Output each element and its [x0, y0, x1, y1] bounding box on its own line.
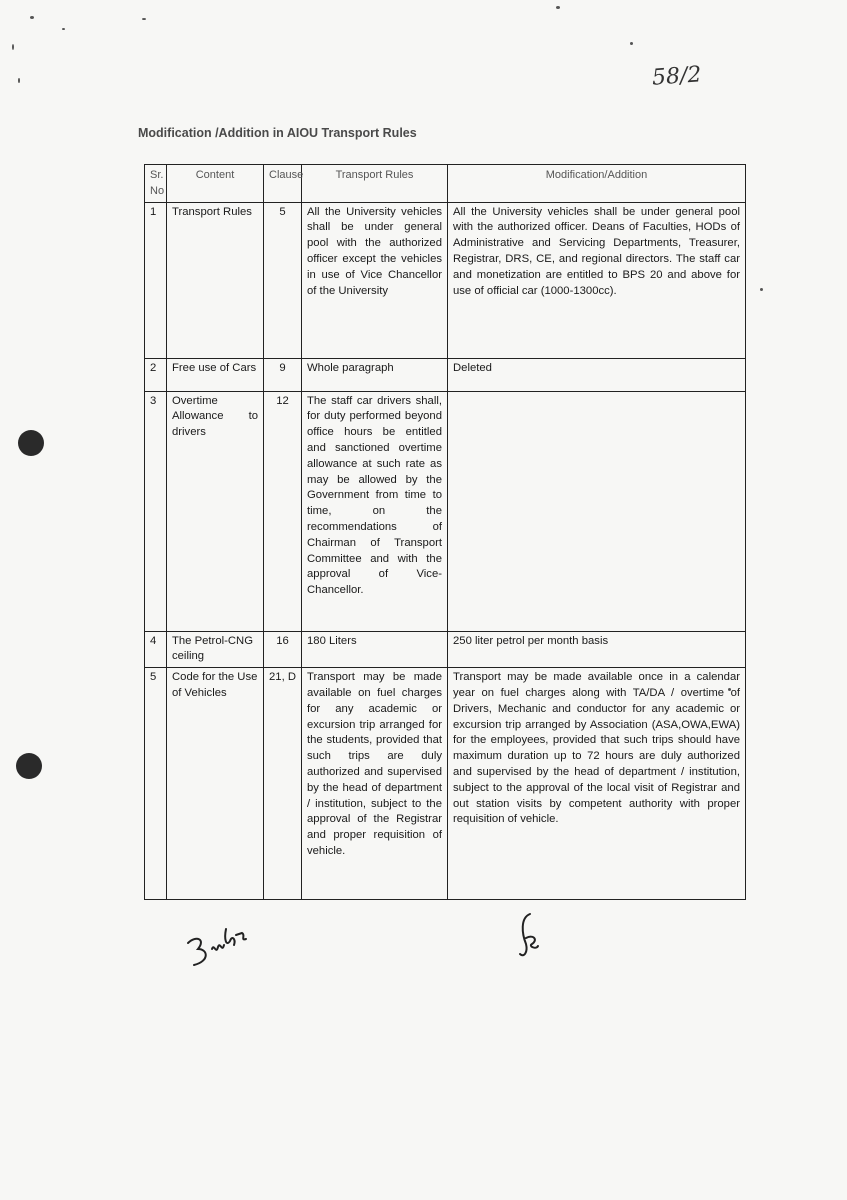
handwritten-signature-right — [508, 908, 558, 964]
row-transport-rule: 180 Liters — [302, 631, 448, 668]
row-transport-rule: Transport may be made available on fuel charges for any academic or excursion trip arranged for the students, provided that such trips are duly authorized and supervised by the head of department / institution, subject to the approval of the Registrar and proper requisition of vehicle. — [302, 668, 448, 900]
transport-rules-table — [144, 164, 746, 900]
row-clause: 21, D — [264, 668, 302, 900]
row-transport-rule: All the University vehicles shall be under general pool with the authorized officer except the vehicles in use of Vice Chancellor of the University — [302, 202, 448, 358]
row-modification: Transport may be made available once in a calendar year on fuel charges along with TA/DA / overtime of Drivers, Mechanic and conductor for any academic or excursion trip arranged by Association (ASA,OWA,EWA) for the employees, provided that such trips should have maximum duration up to 72 hours are duly authorized and supervised by the head of department / institution, subject to the approval of the local visit of Registrar and out station visits by competent authority with proper requisition of vehicle. — [448, 668, 746, 900]
row-content: The Petrol-CNG ceiling — [167, 631, 264, 668]
row-clause: 5 — [264, 202, 302, 358]
page-number: 58/2 — [651, 62, 703, 91]
row-content: Transport Rules — [167, 202, 264, 358]
table-header-row — [145, 165, 746, 203]
table-row — [145, 668, 746, 900]
row-content: Code for the Use of Vehicles — [167, 668, 264, 900]
row-clause: 9 — [264, 358, 302, 391]
table-row — [145, 631, 746, 668]
table-row — [145, 202, 746, 358]
punch-hole-bottom — [16, 753, 42, 779]
table-row — [145, 358, 746, 391]
document-title: Modification /Addition in AIOU Transport Rules — [138, 126, 417, 140]
row-clause: 16 — [264, 631, 302, 668]
row-modification — [448, 391, 746, 631]
row-content: Overtime Allowance to drivers — [167, 391, 264, 631]
header-transport-rules: Transport Rules — [302, 165, 448, 203]
row-clause: 12 — [264, 391, 302, 631]
header-content: Content — [167, 165, 264, 203]
row-modification: 250 liter petrol per month basis — [448, 631, 746, 668]
table-row — [145, 391, 746, 631]
header-sr-no: Sr. No — [145, 165, 167, 203]
row-sr: 3 — [145, 391, 167, 631]
row-sr: 2 — [145, 358, 167, 391]
row-modification: Deleted — [448, 358, 746, 391]
header-clause: Clause — [264, 165, 302, 203]
row-sr: 5 — [145, 668, 167, 900]
punch-hole-top — [18, 430, 44, 456]
row-transport-rule: Whole paragraph — [302, 358, 448, 391]
row-sr: 4 — [145, 631, 167, 668]
header-modification: Modification/Addition — [448, 165, 746, 203]
row-sr: 1 — [145, 202, 167, 358]
row-modification: All the University vehicles shall be under general pool with the authorized officer. Deans of Faculties, HODs of Administrative and Servicing Departments, Treasurer, Registrar, DRS, CE, and regional directors. The staff car and monetization are entitled to BPS 20 and above for use of official car (1000-1300cc). — [448, 202, 746, 358]
row-content: Free use of Cars — [167, 358, 264, 391]
handwritten-signature-left — [180, 905, 260, 975]
row-transport-rule: The staff car drivers shall, for duty performed beyond office hours be entitled and sanctioned overtime allowance at such rate as may be allowed by the Government from time to time, on the recommendations of Chairman of Transport Committee and with the approval of Vice-Chancellor. — [302, 391, 448, 631]
